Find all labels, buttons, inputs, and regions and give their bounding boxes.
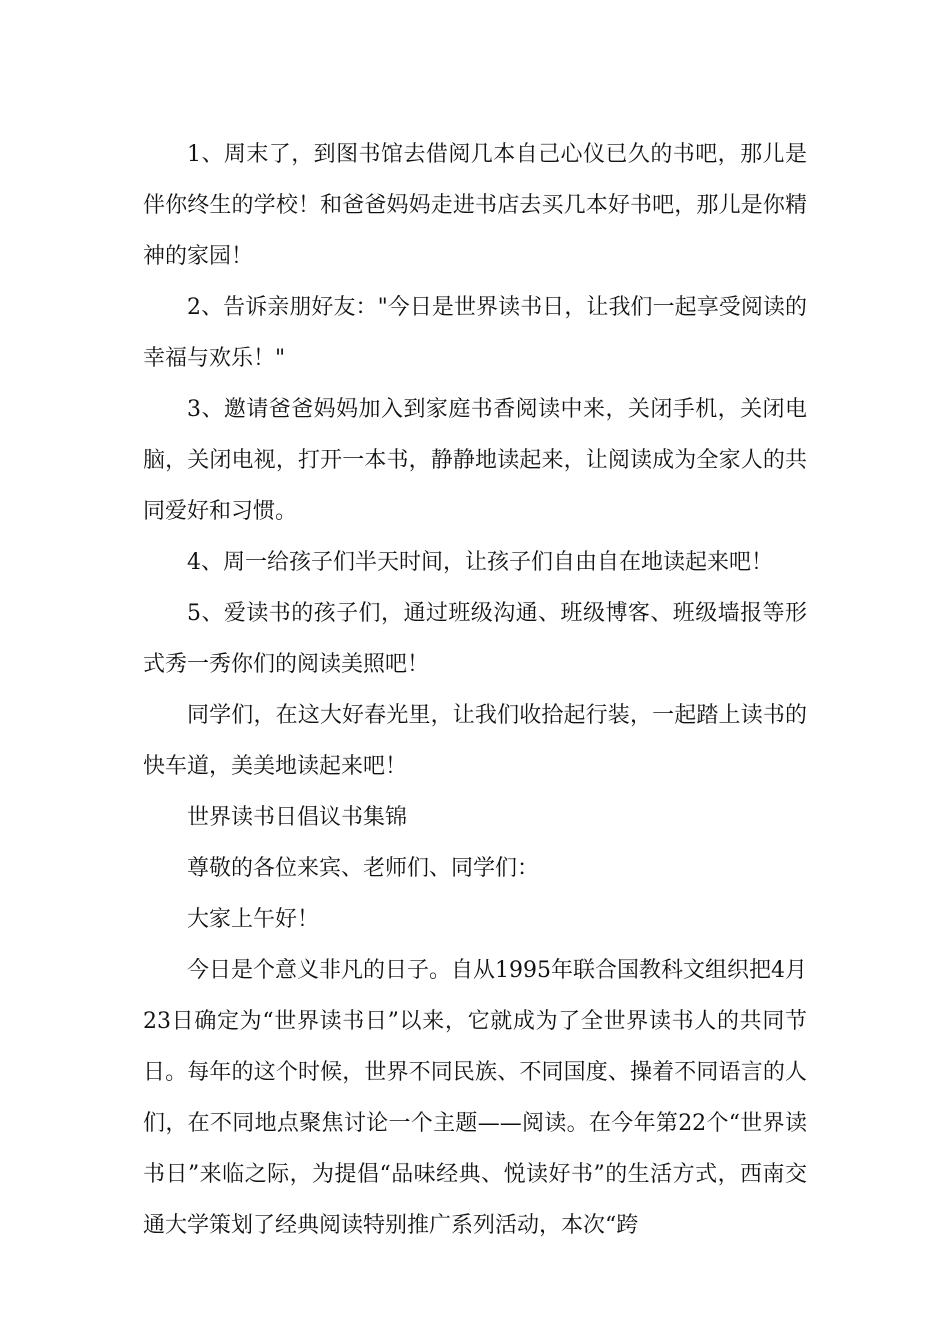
paragraph-item-2: 2、告诉亲朋好友："今日是世界读书日，让我们一起享受阅读的幸福与欢乐！" <box>143 295 807 371</box>
document-body <box>143 129 807 1251</box>
paragraph-item-4: 4、周一给孩子们半天时间，让孩子们自由自在地读起来吧！ <box>187 550 773 575</box>
paragraph-item-3: 3、邀请爸爸妈妈加入到家庭书香阅读中来，关闭手机，关闭电脑，关闭电视，打开一本书，静静地读起来，让阅读成为全家人的共同爱好和习惯。 <box>143 397 807 524</box>
paragraph-item-1: 1、周末了，到图书馆去借阅几本自己心仪已久的书吧，那儿是伴你终生的学校！和爸爸妈妈走进书店去买几本好书吧，那儿是你精神的家园！ <box>143 142 807 269</box>
section-title: 世界读书日倡议书集锦 <box>187 805 408 830</box>
paragraph-body: 今日是个意义非凡的日子。自从1995年联合国教科文组织把4月23日确定为“世界读书日”以来，它就成为了全世界读书人的共同节日。每年的这个时候，世界不同民族、不同国度、操着不同语言的人们，在不同地点聚焦讨论一个主题——阅读。在今年第22个“世界读书日”来临之际，为提倡“品味经典、悦读好书”的生活方式，西南交通大学策划了经典阅读特别推广系列活动，本次“跨 <box>143 958 807 1238</box>
paragraph-closing: 同学们，在这大好春光里，让我们收拾起行装，一起踏上读书的快车道，美美地读起来吧！ <box>143 703 807 779</box>
greeting: 大家上午好！ <box>187 907 320 932</box>
paragraph-item-5: 5、爱读书的孩子们，通过班级沟通、班级博客、班级墙报等形式秀一秀你们的阅读美照吧！ <box>143 601 807 677</box>
salutation: 尊敬的各位来宾、老师们、同学们： <box>187 856 540 881</box>
